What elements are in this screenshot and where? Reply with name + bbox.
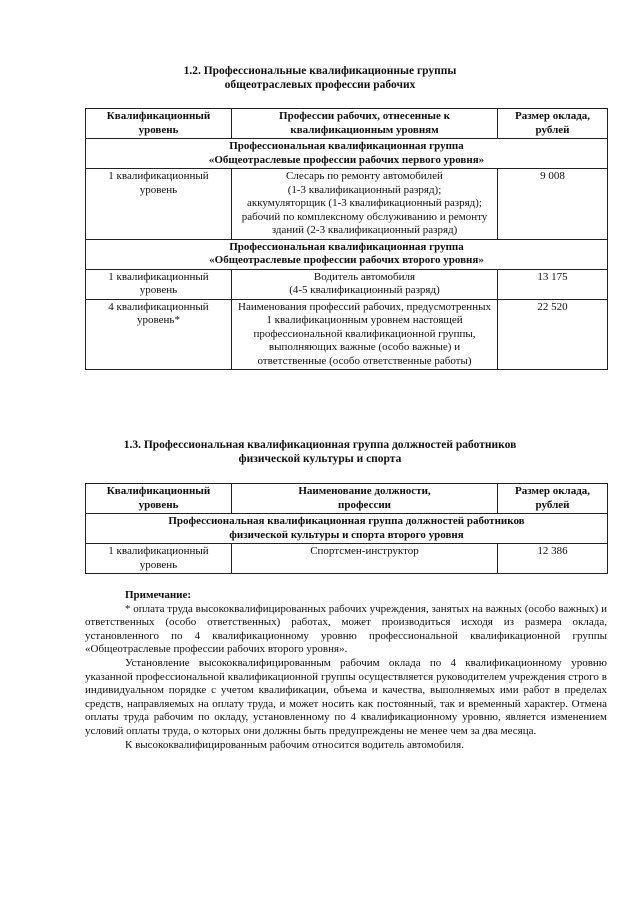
cell-position: Спортсмен-инструктор [232,544,498,574]
cell-salary: 13 175 [498,269,608,299]
table-workers-professions [85,108,608,370]
cell-salary: 22 520 [498,299,608,370]
section-1-2-title [0,64,640,92]
header-professions: Профессии рабочих, отнесенные к квалификационным уровням [232,109,498,139]
section-1-3-title [0,438,640,466]
cell-professions: Наименования профессий рабочих, предусмотренных 1 квалификационным уровнем настоящей профессиональной квалификационной группы, выполняющих важные (особо важные) и ответственные (особо ответственные работы) [232,299,498,370]
cell-level: 1 квалификационный уровень [86,544,232,574]
group-row [86,239,608,269]
table-row [86,269,608,299]
header-salary: Размер оклада, рублей [498,109,608,139]
cell-level: 1 квалификационный уровень [86,269,232,299]
cell-level: 4 квалификационный уровень* [86,299,232,370]
cell-level: 1 квалификационный уровень [86,169,232,240]
table-header-row [86,109,608,139]
note-paragraph: Установление высококвалифицированным рабочим оклада по 4 квалификационному уровню указанной профессиональной квалификационной группы осуществляется руководителем учреждения строго в индивидуальном порядке с учетом квалификации, объема и качества, выполняемых ими работ в пределах средств, направляемых на оплату труда, и может носить как постоянный, так и временный характер. Отмена оплаты труда рабочим по окладу, установленному по 4 квалификационному уровню, является изменением условий оплаты труда, о которых они должны быть предупреждены не менее чем за два месяца. [85,656,607,737]
cell-professions: Водитель автомобиля (4-5 квалификационный разряд) [232,269,498,299]
section-1-2-title-line2: общеотраслевых профессии рабочих [224,79,416,91]
table-row [86,299,608,370]
table-row [86,169,608,240]
header-position: Наименование должности, профессии [232,484,498,514]
table-header-row [86,484,608,514]
section-1-3-title-line1: 1.3. Профессиональная квалификационная группа должностей работников [123,439,517,451]
cell-professions: Слесарь по ремонту автомобилей (1-3 квалификационный разряд); аккумуляторщик (1-3 квалификационный разряд); рабочий по комплексному обслуживанию и ремонту зданий (2-3 квалификационный разряд) [232,169,498,240]
note-paragraph: К высококвалифицированным рабочим относится водитель автомобиля. [125,738,464,751]
header-qualification-level: Квалификационный уровень [86,484,232,514]
group-title-sports: Профессиональная квалификационная группа должностей работников физической культуры и спорта второго уровня [86,514,608,544]
notes-block [85,589,607,752]
group-row [86,139,608,169]
cell-salary: 12 386 [498,544,608,574]
cell-salary: 9 008 [498,169,608,240]
notes-heading: Примечание: [125,589,192,601]
group-title-second-level: Профессиональная квалификационная группа «Общеотраслевые профессии рабочих второго уровня» [86,239,608,269]
section-1-2-title-line1: 1.2. Профессиональные квалификационные группы [183,65,457,77]
header-salary: Размер оклада, рублей [498,484,608,514]
group-row [86,514,608,544]
section-1-3-title-line2: физической культуры и спорта [238,453,402,465]
table-sports-positions [85,483,608,574]
table-row [86,544,608,574]
group-title-first-level: Профессиональная квалификационная группа «Общеотраслевые профессии рабочих первого уровня» [86,139,608,169]
header-qualification-level: Квалификационный уровень [86,109,232,139]
note-paragraph: * оплата труда высококвалифицированных рабочих учреждения, занятых на важных (особо важных) и ответственных (особо ответственных) работах, может производиться исходя из размера оклада, установленного по 4 квалификационному уровню профессиональной квалификационной группы «Общеотраслевые профессии рабочих второго уровня». [85,602,607,656]
